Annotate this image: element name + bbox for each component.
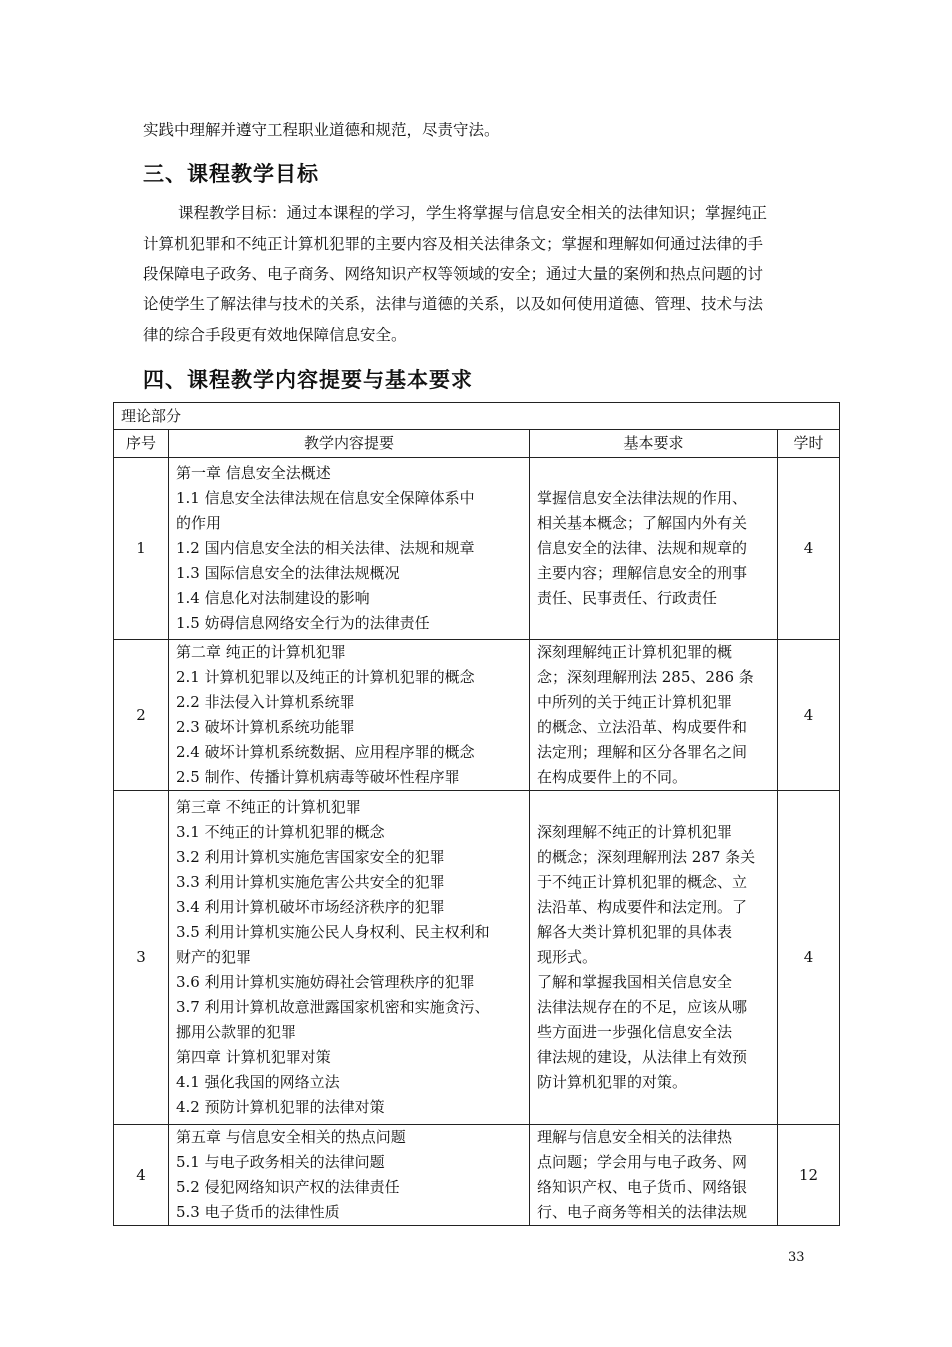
hours-cell: 4 <box>778 791 840 1125</box>
section-4-heading: 四、课程教学内容提要与基本要求 <box>143 367 473 392</box>
content-line: 3.2 利用计算机实施危害国家安全的犯罪 <box>176 848 445 866</box>
requirement-cell <box>530 458 778 640</box>
content-line: 1.1 信息安全法律法规在信息安全保障体系中 <box>176 489 475 507</box>
header-no: 序号 <box>114 430 169 458</box>
content-line: 第一章 信息安全法概述 <box>176 464 331 482</box>
section-3-heading: 三、课程教学目标 <box>143 161 319 186</box>
requirement-line: 了解和掌握我国相关信息安全 <box>537 973 733 991</box>
paragraph-line: 论使学生了解法律与技术的关系，法律与道德的关系，以及如何使用道德、管理、技术与法 <box>143 295 764 313</box>
paragraph-line: 律的综合手段更有效地保障信息安全。 <box>143 326 407 344</box>
requirement-line: 在构成要件上的不同。 <box>537 768 688 786</box>
requirement-line: 中所列的关于纯正计算机犯罪 <box>537 693 733 711</box>
table-row <box>114 791 840 1125</box>
content-cell <box>169 1125 530 1226</box>
requirement-line: 理解与信息安全相关的法律热 <box>537 1128 733 1146</box>
content-line: 5.2 侵犯网络知识产权的法律责任 <box>176 1178 400 1196</box>
header-content: 教学内容提要 <box>169 430 530 458</box>
header-hours: 学时 <box>778 430 840 458</box>
requirement-line: 深刻理解不纯正的计算机犯罪 <box>537 823 733 841</box>
requirement-line: 念；深刻理解刑法 285、286 条 <box>537 668 754 686</box>
content-line: 3.6 利用计算机实施妨碍社会管理秩序的犯罪 <box>176 973 475 991</box>
requirement-line: 律法规的建设，从法律上有效预 <box>537 1048 748 1066</box>
header-requirements: 基本要求 <box>530 430 778 458</box>
requirement-line: 解各大类计算机犯罪的具体表 <box>537 923 733 941</box>
row-number: 3 <box>114 791 169 1125</box>
content-line: 1.4 信息化对法制建设的影响 <box>176 589 370 607</box>
requirement-line: 现形式。 <box>537 948 598 966</box>
table-row <box>114 640 840 791</box>
content-line: 4.1 强化我国的网络立法 <box>176 1073 340 1091</box>
syllabus-table <box>113 402 840 1226</box>
content-line: 2.5 制作、传播计算机病毒等破坏性程序罪 <box>176 768 460 786</box>
page-number: 33 <box>788 1250 805 1265</box>
hours-cell: 12 <box>778 1125 840 1226</box>
content-line: 3.4 利用计算机破坏市场经济秩序的犯罪 <box>176 898 445 916</box>
content-line: 3.3 利用计算机实施危害公共安全的犯罪 <box>176 873 445 891</box>
table-row <box>114 458 840 640</box>
content-cell <box>169 640 530 791</box>
requirement-line: 主要内容；理解信息安全的刑事 <box>537 564 748 582</box>
requirement-cell <box>530 640 778 791</box>
content-line: 的作用 <box>176 514 222 532</box>
content-line: 1.2 国内信息安全法的相关法律、法规和规章 <box>176 539 475 557</box>
content-line: 2.4 破坏计算机系统数据、应用程序罪的概念 <box>176 743 475 761</box>
content-cell <box>169 791 530 1125</box>
requirement-line: 络知识产权、电子货币、网络银 <box>537 1178 748 1196</box>
requirement-line: 掌握信息安全法律法规的作用、 <box>537 489 748 507</box>
requirement-line: 行、电子商务等相关的法律法规 <box>537 1203 748 1221</box>
requirement-line: 点问题；学会用与电子政务、网 <box>537 1153 748 1171</box>
paragraph-line: 段保障电子政务、电子商务、网络知识产权等领域的安全；通过大量的案例和热点问题的讨 <box>143 265 764 283</box>
part-label-row <box>114 403 840 430</box>
content-line: 第二章 纯正的计算机犯罪 <box>176 643 346 661</box>
row-number: 4 <box>114 1125 169 1226</box>
content-line: 第五章 与信息安全相关的热点问题 <box>176 1128 406 1146</box>
content-line: 2.2 非法侵入计算机系统罪 <box>176 693 355 711</box>
content-cell <box>169 458 530 640</box>
row-number: 2 <box>114 640 169 791</box>
requirement-line: 的概念；深刻理解刑法 287 条关 <box>537 848 756 866</box>
requirement-line: 防计算机犯罪的对策。 <box>537 1073 688 1091</box>
content-line: 2.3 破坏计算机系统功能罪 <box>176 718 355 736</box>
requirement-line: 相关基本概念；了解国内外有关 <box>537 514 748 532</box>
content-line: 1.5 妨碍信息网络安全行为的法律责任 <box>176 614 430 632</box>
requirement-line: 信息安全的法律、法规和规章的 <box>537 539 748 557</box>
part-label: 理论部分 <box>114 403 840 430</box>
content-line: 第四章 计算机犯罪对策 <box>176 1048 331 1066</box>
content-line: 1.3 国际信息安全的法律法规概况 <box>176 564 400 582</box>
requirement-cell <box>530 1125 778 1226</box>
hours-cell: 4 <box>778 458 840 640</box>
requirement-cell <box>530 791 778 1125</box>
hours-cell: 4 <box>778 640 840 791</box>
requirement-line: 法律法规存在的不足，应该从哪 <box>537 998 748 1016</box>
requirement-line: 法定刑；理解和区分各罪名之间 <box>537 743 748 761</box>
content-line: 挪用公款罪的犯罪 <box>176 1023 297 1041</box>
content-line: 3.7 利用计算机故意泄露国家机密和实施贪污、 <box>176 998 490 1016</box>
row-number: 1 <box>114 458 169 640</box>
requirement-line: 责任、民事责任、行政责任 <box>537 589 718 607</box>
content-line: 第三章 不纯正的计算机犯罪 <box>176 798 361 816</box>
requirement-line: 些方面进一步强化信息安全法 <box>537 1023 733 1041</box>
content-line: 3.5 利用计算机实施公民人身权利、民主权利和 <box>176 923 490 941</box>
requirement-line: 法沿革、构成要件和法定刑。了 <box>537 898 748 916</box>
content-line: 5.1 与电子政务相关的法律问题 <box>176 1153 385 1171</box>
requirement-line: 深刻理解纯正计算机犯罪的概 <box>537 643 733 661</box>
paragraph-line: 课程教学目标：通过本课程的学习，学生将掌握与信息安全相关的法律知识；掌握纯正 <box>178 204 768 222</box>
requirement-line: 的概念、立法沿革、构成要件和 <box>537 718 748 736</box>
content-line: 财产的犯罪 <box>176 948 252 966</box>
requirement-line: 于不纯正计算机犯罪的概念、立 <box>537 873 748 891</box>
header-row <box>114 430 840 458</box>
intro-line: 实践中理解并遵守工程职业道德和规范，尽责守法。 <box>143 121 500 139</box>
content-line: 3.1 不纯正的计算机犯罪的概念 <box>176 823 385 841</box>
paragraph-line: 计算机犯罪和不纯正计算机犯罪的主要内容及相关法律条文；掌握和理解如何通过法律的手 <box>143 235 764 253</box>
content-line: 5.3 电子货币的法律性质 <box>176 1203 340 1221</box>
table-row <box>114 1125 840 1226</box>
content-line: 4.2 预防计算机犯罪的法律对策 <box>176 1098 385 1116</box>
content-line: 2.1 计算机犯罪以及纯正的计算机犯罪的概念 <box>176 668 475 686</box>
